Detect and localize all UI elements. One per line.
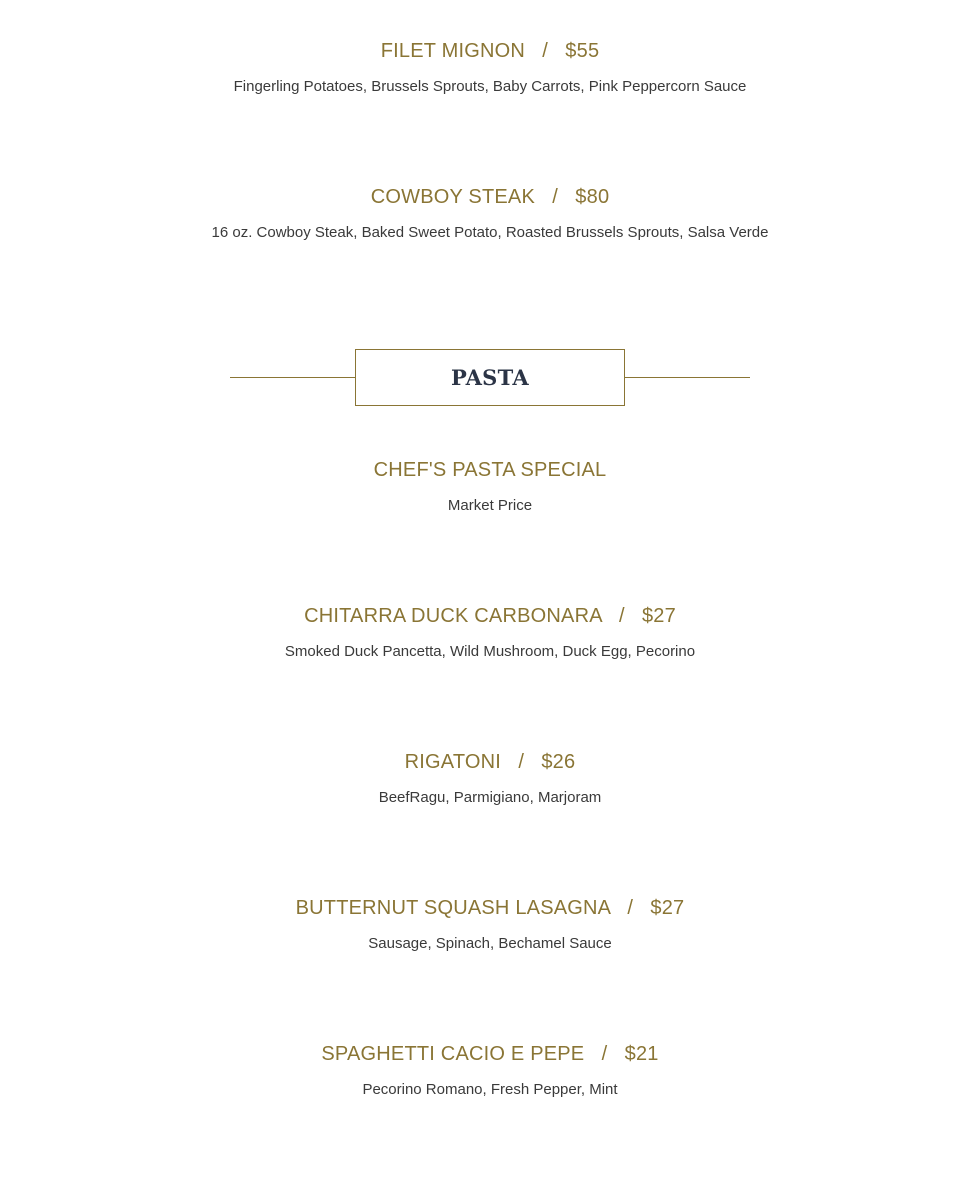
menu-item-title: SPAGHETTI CACIO E PEPE / $21	[321, 1043, 659, 1065]
menu-item-title: FILET MIGNON / $55	[380, 40, 600, 62]
menu-item-rigatoni	[0, 750, 965, 808]
menu-item-cowboy-steak	[0, 185, 965, 243]
menu-item-title: BUTTERNUT SQUASH LASAGNA / $27	[295, 897, 685, 919]
section-heading-box	[355, 349, 625, 406]
section-heading: PASTA	[451, 365, 529, 390]
menu-item-title: RIGATONI / $26	[404, 751, 576, 773]
menu-item-description: Market Price	[447, 497, 533, 514]
menu-item-description: Smoked Duck Pancetta, Wild Mushroom, Duck Egg, Pecorino	[284, 643, 696, 660]
menu-item-description: BeefRagu, Parmigiano, Marjoram	[378, 789, 602, 806]
menu-item-title: CHEF'S PASTA SPECIAL	[373, 459, 607, 481]
divider-left	[230, 377, 355, 378]
menu-item-description: Sausage, Spinach, Bechamel Sauce	[368, 935, 612, 952]
menu-item-description: Fingerling Potatoes, Brussels Sprouts, Baby Carrots, Pink Peppercorn Sauce	[233, 78, 747, 95]
menu-item-description: Pecorino Romano, Fresh Pepper, Mint	[362, 1081, 618, 1098]
menu-item-butternut-squash-lasagna	[0, 896, 965, 954]
menu-item-title: CHITARRA DUCK CARBONARA / $27	[304, 605, 676, 627]
menu-item-filet-mignon	[0, 39, 965, 97]
menu-item-title: COWBOY STEAK / $80	[370, 186, 610, 208]
menu-item-description: 16 oz. Cowboy Steak, Baked Sweet Potato, Roasted Brussels Sprouts, Salsa Verde	[211, 224, 769, 241]
menu-item-spaghetti-cacio-e-pepe	[0, 1042, 965, 1100]
divider-right	[625, 377, 750, 378]
menu-item-chitarra-duck-carbonara	[0, 604, 965, 662]
pasta-section-header	[230, 349, 750, 406]
menu-item-chefs-pasta-special	[0, 458, 965, 516]
